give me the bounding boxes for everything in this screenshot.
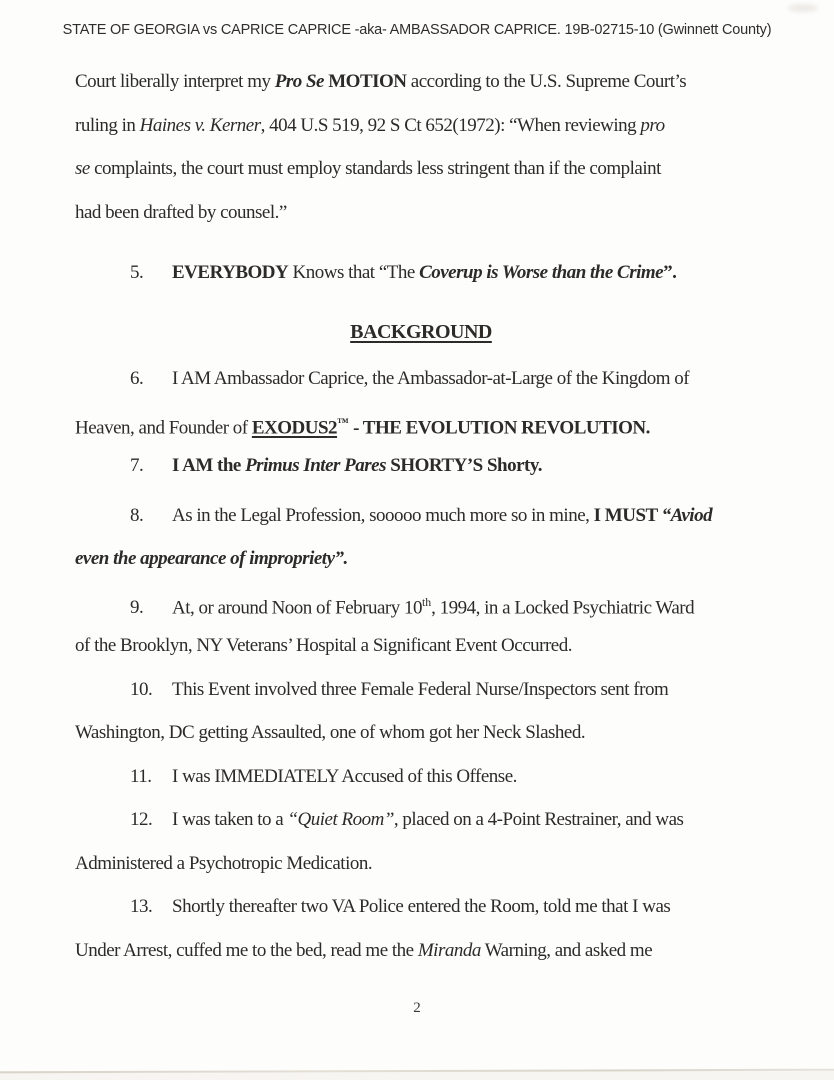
paragraph-number: 5.	[130, 262, 144, 283]
text-run: I was taken to a	[172, 809, 288, 830]
paragraph-line	[75, 842, 767, 886]
numbered-paragraph-line	[75, 798, 767, 842]
paragraph-line	[75, 104, 767, 148]
numbered-paragraph-line	[75, 357, 767, 401]
numbered-paragraph-line	[75, 251, 767, 295]
paragraph-number: 11.	[130, 765, 152, 787]
text-run: “Quiet Room”	[287, 809, 394, 830]
text-run: ™	[337, 415, 349, 429]
paragraph-line	[75, 711, 767, 755]
scan-smudge-artifact	[788, 4, 818, 12]
text-run: I AM Ambassador Caprice, the Ambassador-at-Large of the Kingdom of	[172, 368, 690, 389]
text-run: “Aviod	[661, 504, 713, 526]
text-run: even the appearance of impropriety”.	[75, 548, 348, 569]
text-run: Primus Inter Pares	[245, 455, 386, 476]
page-number: 2	[413, 1000, 421, 1016]
document-body	[75, 60, 767, 972]
text-run: complaints, the court must employ standards less stringent than if the complaint	[89, 158, 661, 179]
paragraph-line	[75, 401, 767, 445]
text-run: At, or around Noon of February 10	[172, 596, 422, 618]
text-run: Warning, and asked me	[480, 939, 653, 961]
text-run: th	[421, 595, 432, 609]
numbered-paragraph-line	[75, 668, 767, 712]
paragraph-number: 13.	[130, 896, 153, 917]
text-run: EXODUS2	[251, 416, 338, 438]
case-caption-header: STATE OF GEORGIA vs CAPRICE CAPRICE -aka- AMBASSADOR CAPRICE. 19B-02715-10 (Gwinnett County)	[62, 22, 772, 38]
text-run: had been drafted by counsel.”	[75, 201, 287, 223]
paragraph-number: 9.	[130, 596, 144, 618]
text-run: I MUST	[593, 504, 662, 526]
text-run: Knows that “The	[288, 262, 420, 283]
text-run: MOTION	[328, 71, 407, 92]
text-run: , 404 U.S 519, 92 S Ct 652(1972): “When reviewing	[260, 114, 641, 136]
section-heading	[75, 311, 767, 355]
numbered-paragraph-line	[75, 444, 767, 488]
numbered-paragraph-line	[75, 755, 767, 799]
text-run: , 1994, in a Locked Psychiatric Ward	[431, 596, 695, 618]
text-run: , placed on a 4-Point Restrainer, and was	[393, 809, 684, 830]
paragraph-number: 7.	[130, 455, 144, 476]
text-run: I AM the	[172, 455, 246, 476]
text-run: Pro Se	[274, 71, 324, 92]
text-run: I was IMMEDIATELY Accused of this Offense.	[172, 765, 517, 787]
text-run: ”.	[663, 262, 677, 283]
text-run: EVERYBODY	[172, 262, 289, 283]
text-run: ruling in	[75, 114, 140, 136]
text-run: Washington, DC getting Assaulted, one of whom got her Neck Slashed.	[75, 722, 586, 743]
paragraph-number: 10.	[130, 678, 153, 700]
paragraph-line	[75, 191, 767, 235]
text-run: Heaven, and Founder of	[75, 416, 252, 438]
text-run: Coverup is Worse than the Crime	[419, 262, 664, 283]
paragraph-line	[75, 929, 767, 973]
text-run: Court liberally interpret my	[75, 71, 275, 92]
paragraph-line	[75, 624, 767, 668]
text-run: SHORTY’S Shorty.	[386, 455, 543, 476]
text-run: se	[75, 158, 90, 179]
paragraph-line	[75, 147, 767, 191]
text-run: Miranda	[417, 939, 481, 961]
text-run: This Event involved three Female Federal Nurse/Inspectors sent from	[172, 678, 669, 700]
text-run: Under Arrest, cuffed me to the bed, read me the	[75, 939, 418, 961]
text-run: Haines v. Kerner	[139, 114, 261, 136]
numbered-paragraph-line	[75, 885, 767, 929]
text-run: Shortly thereafter two VA Police entered the Room, told me that I was	[172, 896, 671, 917]
text-run: As in the Legal Profession, sooooo much more so in mine,	[172, 504, 594, 526]
text-run: pro	[640, 114, 665, 136]
paragraph-number: 6.	[130, 368, 144, 389]
text-run: according to the U.S. Supreme Court’s	[406, 71, 687, 92]
text-run: of the Brooklyn, NY Veterans’ Hospital a Significant Event Occurred.	[75, 635, 572, 656]
paragraph-line	[75, 60, 767, 104]
paragraph-line	[75, 537, 767, 581]
paragraph-number: 12.	[130, 809, 153, 830]
text-run: - THE EVOLUTION REVOLUTION.	[348, 416, 650, 438]
numbered-paragraph-line	[75, 581, 767, 625]
paragraph-number: 8.	[130, 504, 144, 526]
numbered-paragraph-line	[75, 494, 767, 538]
text-run: BACKGROUND	[350, 320, 492, 343]
text-run: Administered a Psychotropic Medication.	[75, 852, 373, 874]
